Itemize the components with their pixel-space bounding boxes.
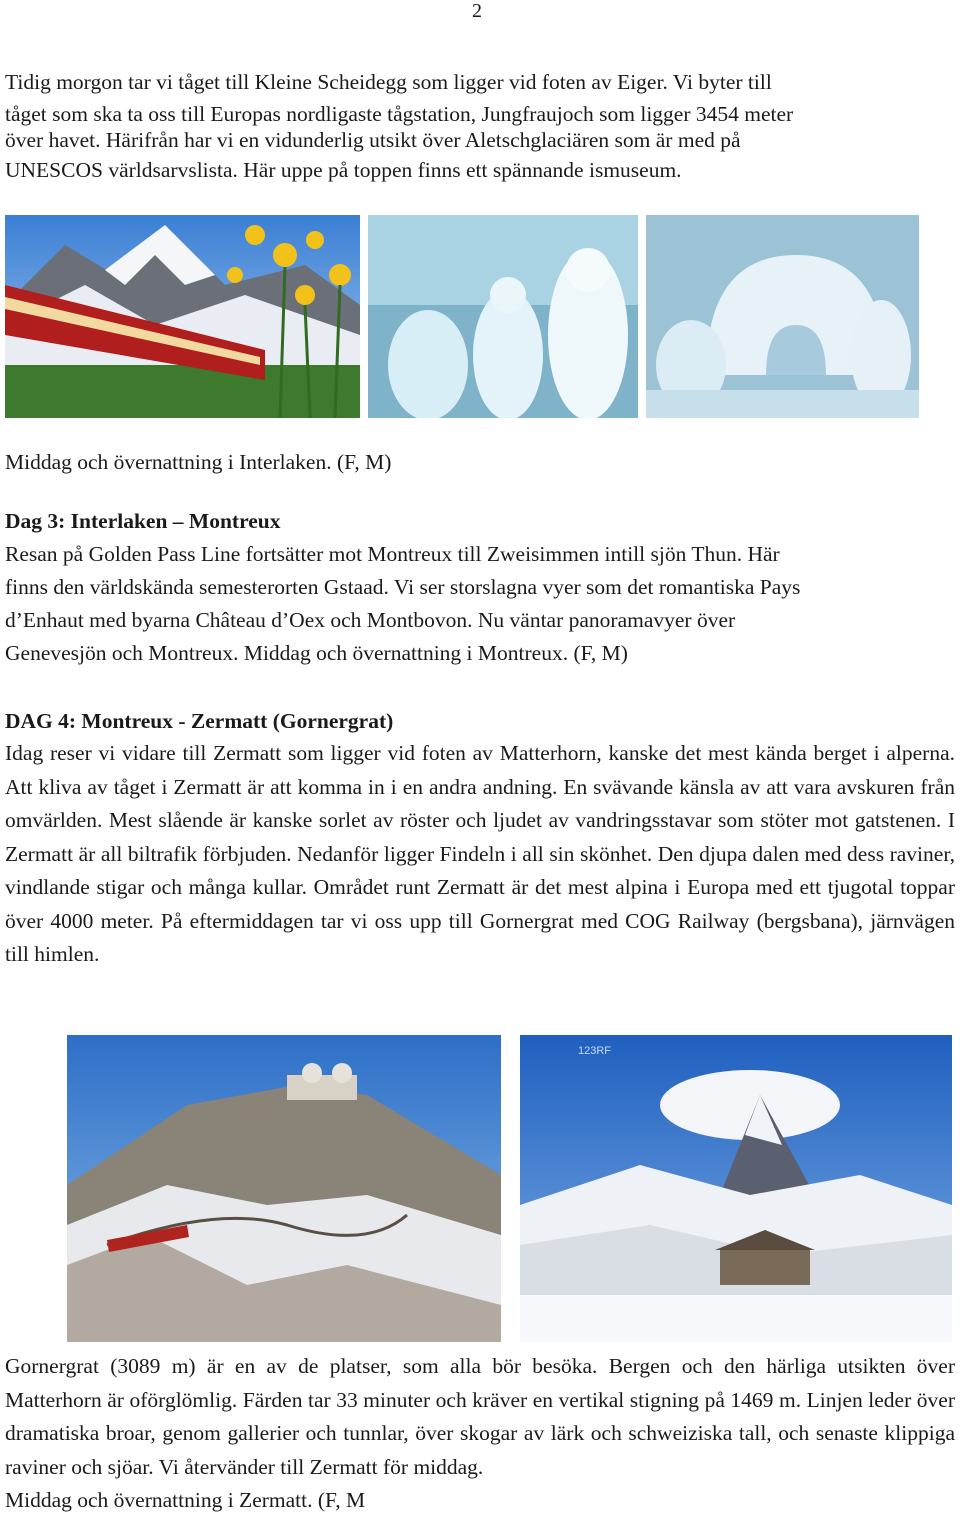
ice-bears-photo (368, 215, 638, 418)
intro-line: över havet. Härifrån har vi en vidunderlig utsikt över Aletschglaciären som är med på (5, 128, 741, 152)
day3-line: finns den världskända semesterorten Gstaad. Vi ser storslagna vyer som det romantiska Pays (5, 575, 801, 599)
day4-paragraph: Idag reser vi vidare till Zermatt som ligger vid foten av Matterhorn, kanske det mest kända berget i alperna. Att kliva av tåget i Zermatt är att komma in i en andra andning. En svävande känsla av att vara avskuren från omvärlden. Mest slående är kanske sorlet av röster och ljudet av vandringsstavar som stöter mot gatstenen. I Zermatt är all biltrafik förbjuden. Nedanför ligger Findeln i all sin skönhet. Den djupa dalen med dess raviner, vindlande stigar och många kullar. Området runt Zermatt är det mest alpina i Europa med ett tjugotal toppar över 4000 meter. På eftermiddagen tar vi oss upp till Gornergrat med COG Railway (bergsbana), järnvägen till himlen. (5, 741, 955, 966)
gornergrat-paragraph: Gornergrat (3089 m) är en av de platser, som alla bör besöka. Bergen och den härliga utsikten över Matterhorn är oförglömlig. Färden tar 33 minuter och kräver en vertikal stigning på 1469 m. Linjen leder över dramatiska broar, genom gallerier och tunnlar, över skogar av lärk och schweiziska tall, och senaste klippiga raviner och sjöar. Vi återvänder till Zermatt för middag. (5, 1354, 955, 1479)
ice-igloo-photo (646, 215, 919, 418)
gornergrat-last-line: Middag och övernattning i Zermatt. (F, M (5, 1488, 366, 1512)
dinner-interlaken: Middag och övernattning i Interlaken. (F, M) (5, 450, 392, 474)
intro-line: tåget som ska ta oss till Europas nordligaste tågstation, Jungfraujoch som ligger 3454 meter (5, 102, 794, 126)
matterhorn-photo (520, 1035, 952, 1342)
intro-line: Tidig morgon tar vi tåget till Kleine Scheidegg som ligger vid foten av Eiger. Vi byter till (5, 70, 772, 94)
day4-heading: DAG 4: Montreux - Zermatt (Gornergrat) (5, 709, 394, 733)
day3-line: d’Enhaut med byarna Château d’Oex och Montbovon. Nu väntar panoramavyer över (5, 608, 736, 632)
day3-line: Genevesjön och Montreux. Middag och övernattning i Montreux. (F, M) (5, 641, 628, 665)
day3-heading: Dag 3: Interlaken – Montreux (5, 509, 281, 533)
day3-line: Resan på Golden Pass Line fortsätter mot Montreux till Zweisimmen intill sjön Thun. Här (5, 542, 780, 566)
watermark-label: 123RF (578, 1045, 612, 1057)
intro-line: UNESCOS världsarvslista. Här uppe på toppen finns ett spännande ismuseum. (5, 158, 682, 182)
jungfrau-train-photo (5, 215, 360, 418)
page-number: 2 (472, 0, 482, 22)
gornergrat-railway-photo (67, 1035, 501, 1342)
